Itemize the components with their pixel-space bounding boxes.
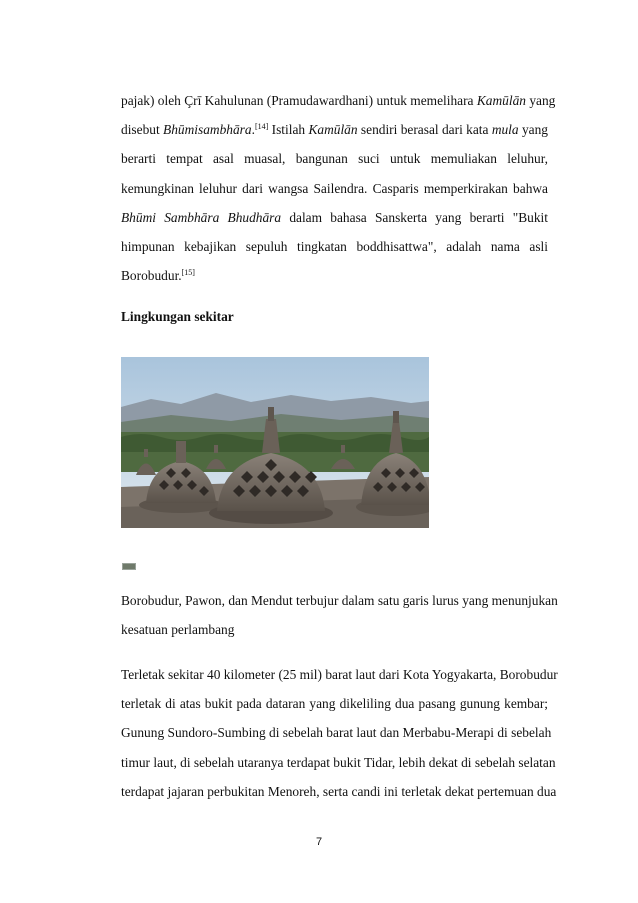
citation-14[interactable]: [14] [254,122,269,132]
text-line: Borobudur, Pawon, dan Mendut terbujur dalam satu garis lurus yang menunjukan [121,593,558,608]
citation-15[interactable]: [15] [181,268,195,278]
text-line: kemungkinan leluhur dari wangsa Sailendra. Casparis memperkirakan bahwa [121,180,548,196]
text-line: Borobudur.[15] [121,268,195,284]
text-line: timur laut, di sebelah utaranya terdapat bukit Tidar, lebih dekat di sebelah selatan [121,754,556,770]
section-heading: Lingkungan sekitar [121,309,234,324]
text-line: Terletak sekitar 40 kilometer (25 mil) barat laut dari Kota Yogyakarta, Borobudur [121,667,558,682]
text-line: berarti tempat asal muasal, bangunan suci untuk memuliakan leluhur, [121,151,548,167]
text-line: disebut Bhūmisambhāra.[14] Istilah Kamūlān sendiri berasal dari kata mula yang [121,122,548,138]
image-caption [121,586,558,644]
text-line: terletak di atas bukit pada dataran yang dikeliling dua pasang gunung kembar; [121,696,548,712]
text-line: pajak) oleh Çrī Kahulunan (Pramudawardhani) untuk memelihara Kamūlān yang [121,93,556,108]
text-line: himpunan kebajikan sepuluh tingkatan boddhisattwa", adalah nama asli [121,238,548,254]
text-line: Gunung Sundoro-Sumbing di sebelah barat laut dan Merbabu-Merapi di sebelah [121,725,552,741]
borobudur-stupas-photo [121,357,429,528]
text-line: terdapat jajaran perbukitan Menoreh, serta candi ini terletak dekat pertemuan dua [121,783,557,799]
text-line: kesatuan perlambang [121,622,235,638]
image-thumbnail[interactable] [122,563,136,570]
page-number: 7 [315,836,323,848]
text-line: Bhūmi Sambhāra Bhudhāra dalam bahasa Sanskerta yang berarti "Bukit [121,209,548,225]
paragraph-location [121,660,558,806]
paragraph-etymology [121,86,556,290]
